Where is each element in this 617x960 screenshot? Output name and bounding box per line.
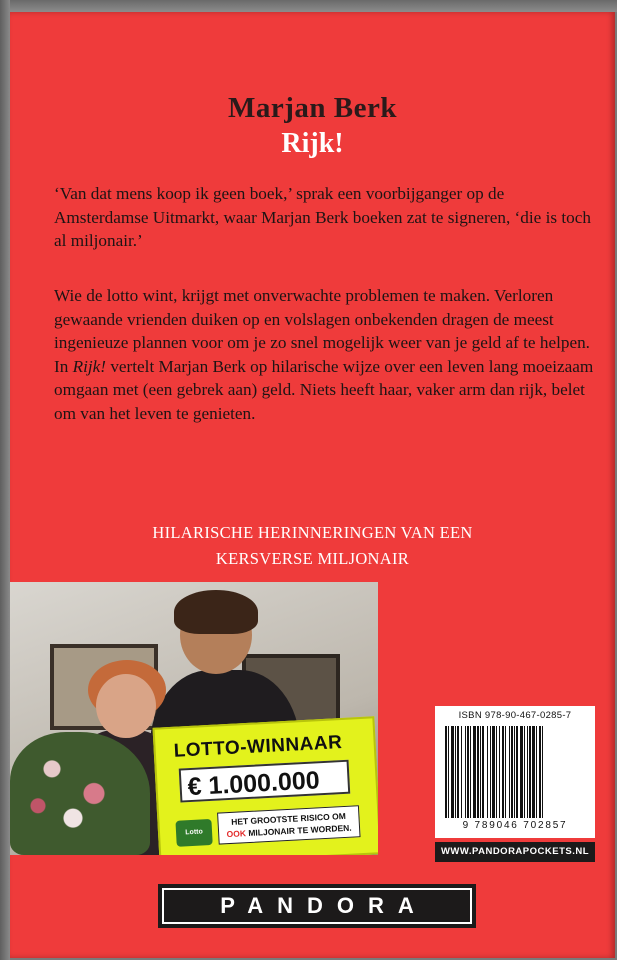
blurb-title-italic: Rijk! <box>72 356 107 376</box>
publisher-logo <box>158 884 476 928</box>
lotto-winner-sign <box>153 716 378 855</box>
lotto-logo-icon: Lotto <box>175 819 212 847</box>
blurb-paragraph-2-start: Wie de lotto wint, krijgt met onverwachte problemen te maken. Verloren gewaande vrienden duiken op en volslagen onbekenden dragen de meest ingenieuze plannen voor om je zo snel mogelijk weer van je geld af te helpen. In <box>54 286 590 376</box>
sign-amount: € 1.000.000 <box>179 760 351 803</box>
tagline-line-2: KERSVERSE MILJONAIR <box>215 549 410 568</box>
ean-digits: 9 789046 702857 <box>462 820 568 831</box>
sign-title: LOTTO-WINNAAR <box>173 732 343 762</box>
spine-shadow <box>0 0 10 960</box>
author-photo <box>10 582 378 855</box>
top-shadow <box>0 0 617 12</box>
blurb-paragraph-1: ‘Van dat mens koop ik geen boek,’ sprak een voorbijganger op de Amsterdamse Uitmarkt, waar Marjan Berk boeken zat te signeren, ‘die is toch al miljonair.’ <box>54 184 591 251</box>
sign-slogan <box>217 805 360 844</box>
book-title: Rijk! <box>281 128 344 159</box>
woman-head <box>96 674 156 738</box>
flower-bouquet <box>10 732 150 855</box>
tagline-line-1: HILARISCHE HERINNERINGEN VAN EEN <box>152 523 473 542</box>
sign-slogan-end: MILJONAIR TE WORDEN. <box>245 822 352 839</box>
blurb-paragraph-2 <box>54 284 594 426</box>
isbn-label: ISBN 978-90-467-0285-7 <box>458 710 572 721</box>
blurb-paragraph-2-end: vertelt Marjan Berk op hilarische wijze over een leven lang moeizaam omgaan met (een gebrek aan) geld. Niets heeft haar, vaker arm dan rijk, belet om van het leven te genieten. <box>54 356 594 423</box>
sign-slogan-highlight: OOK <box>226 828 247 840</box>
author-name: Marjan Berk <box>228 92 397 124</box>
barcode-icon <box>443 726 587 818</box>
tagline <box>10 520 615 572</box>
sign-slogan-start: HET GROOTSTE RISICO OM <box>230 810 347 827</box>
man-hair <box>174 590 258 634</box>
publisher-name: PANDORA <box>162 888 472 924</box>
barcode-box <box>435 706 595 838</box>
book-back-cover <box>10 12 615 958</box>
publisher-website: WWW.PANDORAPOCKETS.NL <box>435 842 595 862</box>
